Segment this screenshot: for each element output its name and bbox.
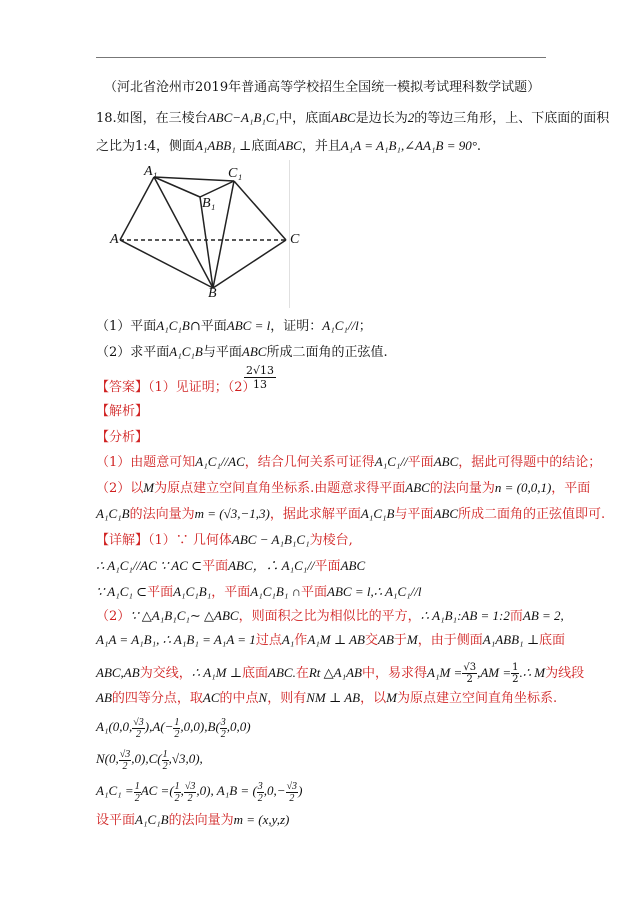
- math-expr: ∴ A₁B₁:AB = 1:2: [420, 608, 510, 623]
- problem-text: 之比为: [96, 139, 136, 154]
- fraction-denominator: 2: [122, 760, 128, 772]
- detail-text: 平面: [314, 559, 341, 574]
- detail-text: 平面: [202, 559, 229, 574]
- math-expr: m = (x,y,z): [233, 812, 290, 827]
- problem-text: 18.如图，在三棱台: [96, 111, 208, 126]
- math-expr: ∴ A₁C₁//AC ∵ AC ⊂: [96, 558, 203, 573]
- header-rule: [96, 57, 546, 58]
- math-plane: ABC = l: [226, 318, 271, 333]
- math-solid: ABC−A₁B₁C₁: [207, 110, 280, 125]
- fraction: [134, 781, 141, 804]
- analysis-text: ，据此求解平面: [269, 507, 361, 522]
- detail-text: 底面: [539, 633, 566, 648]
- analysis-text: 的法向量为: [129, 507, 195, 522]
- detail-line-1: [96, 530, 556, 551]
- math-expr: A₁(0,0,: [96, 719, 133, 734]
- problem-line-1: [96, 108, 610, 129]
- question-text: 所成二面角的正弦值.: [266, 345, 388, 360]
- fraction-numerator: 3: [257, 780, 263, 792]
- math-base: ABC: [277, 138, 302, 153]
- analysis-text: ，平面: [551, 481, 591, 496]
- math-expr: ABC: [433, 454, 459, 469]
- math-expr: n = (0,0,1): [494, 480, 552, 495]
- problem-line-2: [96, 136, 556, 157]
- math-ratio: 1:4: [135, 139, 156, 154]
- math-base: ABC: [331, 110, 356, 125]
- fraction-denominator: 2: [257, 792, 263, 804]
- fraction-numerator: 1: [174, 716, 180, 728]
- detail-text: ，则面积之比为相似比的平方，: [238, 609, 421, 624]
- math-goal: A₁C₁//l: [322, 318, 359, 333]
- problem-text: ，侧面: [155, 139, 195, 154]
- detail-text: 的中点: [219, 691, 259, 706]
- fraction-denominator: 2: [289, 792, 295, 804]
- analysis-text: （1）由题意可知: [96, 455, 196, 470]
- math-expr: AB: [96, 690, 112, 705]
- math-expr: M: [143, 480, 155, 495]
- fraction: [257, 781, 264, 804]
- analysis-line-3: [96, 504, 606, 525]
- math-expr: ,√3,0),: [168, 751, 203, 766]
- detail-text: 设平面: [96, 813, 136, 828]
- math-expr: ∵ A₁C₁ ⊂: [96, 584, 148, 599]
- question-text: 平面: [200, 319, 227, 334]
- detail-label: 【详解】: [96, 533, 149, 548]
- detail-text: 的四等分点，取: [111, 691, 203, 706]
- math-expr: ABC = l,∴ A₁C₁//l: [327, 584, 422, 599]
- detail-text: ，平面: [211, 585, 251, 600]
- math-expr: ABC: [405, 480, 430, 495]
- math-expr: ,: [180, 783, 184, 798]
- detail-text: 于: [393, 633, 407, 648]
- fraction: [184, 781, 197, 804]
- math-expr: ABC: [228, 558, 253, 573]
- problem-text: ，并且: [301, 139, 341, 154]
- math-expr: ,0,0): [226, 719, 251, 734]
- math-expr: N(0,: [96, 751, 119, 766]
- analysis-text: 与平面: [394, 507, 434, 522]
- problem-text: 中，底面: [279, 111, 332, 126]
- math-expr: A₁: [281, 632, 295, 647]
- math-expr: A₁C₁B₁: [173, 584, 212, 599]
- math-expr: A₁C₁//AC: [195, 454, 245, 469]
- fraction-numerator: √3: [463, 662, 477, 673]
- fraction-denominator: 2: [174, 792, 180, 804]
- fraction-numerator: √3: [286, 780, 298, 792]
- math-expr: AB = 2,: [522, 608, 564, 623]
- problem-text: 底面: [251, 139, 278, 154]
- detail-line-3: [96, 582, 556, 603]
- label-a1: A₁: [144, 164, 158, 179]
- math-expr: ABC: [433, 506, 459, 521]
- fenxi-label: 【分析】: [96, 430, 149, 445]
- fraction: [286, 781, 299, 804]
- question-text: （1）平面: [96, 319, 157, 334]
- question-2: [96, 342, 556, 363]
- normal-vector-line: [96, 810, 556, 831]
- analysis-line-1: [96, 452, 602, 473]
- problem-text: .: [476, 139, 482, 154]
- math-expr: m = (√3,−1,3): [194, 506, 270, 521]
- math-plane: ABC: [241, 344, 267, 359]
- question-1: [96, 316, 556, 337]
- analysis-text: 为原点建立空间直角坐标系.由题意求得平面: [154, 481, 406, 496]
- fraction-numerator: 1: [174, 780, 180, 792]
- math-expr: ,AM =: [477, 665, 512, 680]
- label-b: B: [208, 286, 217, 301]
- source-line: （河北省沧州市2019年普通高等学校招生全国统一模拟考试理科数学试题）: [104, 80, 541, 95]
- math-expr: ,0),C(: [131, 751, 162, 766]
- math-expr: ，∴ A₁C₁//: [252, 558, 315, 573]
- answer-numerator: 2√13: [246, 364, 275, 377]
- answer-denominator: 13: [253, 378, 267, 391]
- fraction: [174, 781, 181, 804]
- fraction: [132, 717, 145, 740]
- math-expr: A₁C₁B: [96, 506, 130, 521]
- math-expr: A₁ABB₁ ⊥: [482, 632, 540, 647]
- fraction-denominator: 2: [187, 792, 193, 804]
- analysis-text: （2）以: [96, 481, 144, 496]
- math-expr: AC =: [140, 783, 170, 798]
- fraction-denominator: 2: [136, 728, 142, 740]
- fraction: [462, 662, 477, 685]
- fraction: [220, 717, 227, 740]
- math-expr: ABC.: [268, 665, 296, 680]
- math-expr: ABC − A₁B₁C₁: [231, 532, 310, 547]
- fraction-denominator: 2: [174, 728, 180, 740]
- math-plane: A₁C₁B: [169, 344, 203, 359]
- problem-text: 是边长为: [355, 111, 408, 126]
- math-expr: A₁C₁B₁ ∩: [250, 584, 301, 599]
- fraction-denominator: 2: [162, 760, 168, 772]
- coords-line-1: [96, 712, 556, 742]
- math-expr: ),A(−: [144, 719, 174, 734]
- edge-a1c1: [154, 177, 234, 181]
- detail-text: 为棱台,: [309, 533, 353, 548]
- math-expr: A₁C₁B: [360, 506, 395, 521]
- math-expr: A₁C₁ =: [96, 783, 134, 798]
- label-a: A: [110, 232, 119, 247]
- detail-text: （1）∵ 几何体: [148, 533, 232, 548]
- label-b1: B₁: [202, 196, 216, 211]
- detail-line-4: [96, 606, 564, 627]
- detail-text: 交: [364, 633, 378, 648]
- math-expr: ABC,AB: [96, 665, 140, 680]
- math-expr: AB: [378, 632, 394, 647]
- fraction-denominator: 2: [220, 728, 226, 740]
- answer-text: （1）见证明；（2）: [148, 380, 256, 395]
- question-text: ，证明：: [270, 319, 323, 334]
- edge-c1b1: [200, 181, 234, 197]
- detail-text: 而: [509, 609, 523, 624]
- detail-text: 平面: [147, 585, 174, 600]
- detail-text: 平面: [301, 585, 328, 600]
- analysis-text: 所成二面角的正弦值即可.: [458, 507, 606, 522]
- math-expr: ,0,0),B(: [180, 719, 220, 734]
- math-expr: ∵ △A₁B₁C₁∼ △ABC: [130, 608, 239, 623]
- edge-a1a: [120, 177, 154, 240]
- edge-c1b: [213, 181, 234, 288]
- detail-text: 为原点建立空间直角坐标系.: [396, 691, 558, 706]
- edge-cb: [213, 240, 286, 288]
- detail-text: （2）: [96, 609, 131, 624]
- detail-line-7: [96, 688, 556, 709]
- math-expr: ,0), A₁B = (: [196, 783, 257, 798]
- answer-line: [96, 378, 556, 398]
- detail-text: 作: [294, 633, 308, 648]
- fraction-numerator: √3: [119, 748, 131, 760]
- coords-line-2: [96, 744, 556, 774]
- detail-line-5: [96, 630, 566, 651]
- question-text: （2）求平面: [96, 345, 170, 360]
- math-op: ∩: [189, 319, 201, 334]
- math-expr: ,0,−: [263, 783, 286, 798]
- jiexi-label: 【解析】: [96, 404, 149, 419]
- math-expr: M: [386, 690, 397, 705]
- edge-a1b1: [154, 177, 200, 197]
- analysis-text: 平面: [407, 455, 434, 470]
- edge-a1b: [154, 177, 216, 288]
- fraction-numerator: √3: [133, 716, 144, 728]
- math-plane: A₁C₁B: [156, 318, 190, 333]
- edge-c1c: [234, 181, 286, 240]
- answer-label: 【答案】: [96, 380, 149, 395]
- fraction-denominator: 2: [512, 674, 519, 685]
- math-expr: A₁C₁B: [135, 812, 169, 827]
- fraction-denominator: 2: [134, 792, 140, 804]
- math-expr: .∴ M: [519, 665, 546, 680]
- math-expr: A₁A = A₁B₁, ∴ A₁B₁ = A₁A = 1: [96, 632, 256, 647]
- detail-text: 为线段: [545, 666, 585, 681]
- question-text: ；: [358, 319, 372, 334]
- fraction-numerator: √3: [184, 780, 196, 792]
- detail-line-2: [96, 556, 556, 577]
- math-expr: NM ⊥ AB: [306, 690, 361, 705]
- math-expr: Rt △A₁AB: [308, 665, 362, 680]
- analysis-text: ，据此可得题中的结论；: [458, 455, 602, 470]
- math-expr: (: [169, 783, 174, 798]
- math-condition: A₁A = A₁B₁,∠AA₁B = 90°: [340, 138, 477, 153]
- fraction: [162, 749, 169, 772]
- math-side: 2: [407, 110, 415, 125]
- fraction-denominator: 2: [466, 674, 473, 685]
- fraction: [119, 749, 132, 772]
- detail-text: ，则有: [267, 691, 307, 706]
- analysis-line-2: [96, 478, 591, 499]
- fraction-numerator: 1: [134, 780, 140, 792]
- label-c1: C₁: [228, 166, 243, 181]
- math-expr: A₁C₁//: [374, 454, 408, 469]
- math-expr: A₁M =: [427, 665, 463, 680]
- detail-text: 为交线，: [139, 666, 192, 681]
- detail-text: ，以: [360, 691, 387, 706]
- math-expr: ): [298, 783, 303, 798]
- math-expr: ∴ A₁M ⊥: [191, 665, 242, 680]
- detail-text: 在: [295, 666, 309, 681]
- detail-text: 底面: [242, 666, 269, 681]
- detail-text: 的法向量为: [168, 813, 234, 828]
- analysis-text: 的法向量为: [429, 481, 495, 496]
- math-expr: AC: [202, 690, 220, 705]
- problem-text: 的等边三角形，上、下底面的面积: [414, 111, 610, 126]
- math-expr: M: [406, 632, 418, 647]
- detail-text: 中，易求得: [362, 666, 428, 681]
- math-expr: N: [258, 690, 268, 705]
- question-text: 与平面: [202, 345, 242, 360]
- coords-line-3: [96, 776, 556, 806]
- math-expr: ABC: [340, 558, 366, 573]
- math-face: A₁ABB₁ ⊥: [194, 138, 252, 153]
- fraction-numerator: 1: [162, 748, 168, 760]
- analysis-text: ，结合几何关系可证得: [244, 455, 375, 470]
- fraction-numerator: 1: [512, 662, 519, 673]
- edge-ab: [120, 240, 213, 288]
- detail-line-6: [96, 660, 585, 687]
- math-expr: A₁M ⊥ AB: [307, 632, 365, 647]
- detail-text: 过点: [255, 633, 282, 648]
- detail-text: ，由于侧面: [417, 633, 483, 648]
- fraction-numerator: 3: [220, 716, 226, 728]
- label-c: C: [290, 232, 300, 247]
- frustum-figure: [108, 160, 298, 310]
